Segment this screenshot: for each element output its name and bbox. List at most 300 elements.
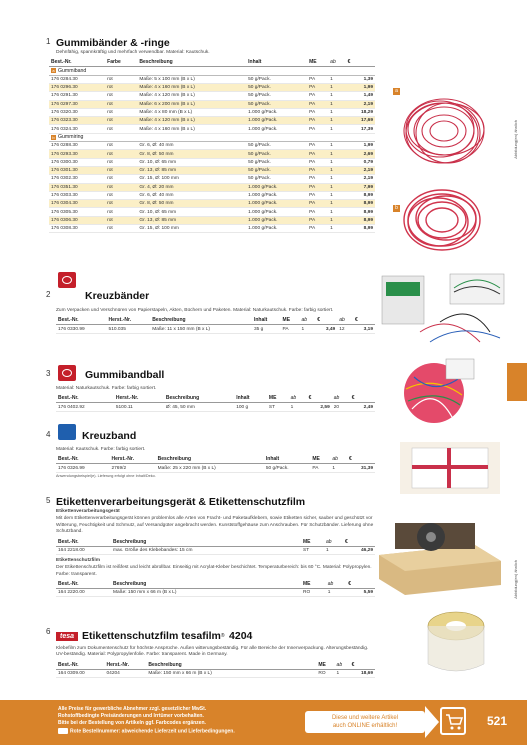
- image-badge-b: b: [393, 205, 400, 212]
- cell-ab: 1: [328, 150, 345, 158]
- cell-beschreibung: max. Größe des Klebebandes: 15 cm: [111, 546, 301, 554]
- cell-inhalt: 50 g/Pack.: [246, 92, 307, 100]
- table-row: [49, 158, 375, 166]
- cell-ab: 1: [328, 166, 345, 174]
- col-header: €: [350, 661, 375, 670]
- section-description: Der Etikettenschutzfilm ist reißfest und leicht abrollbar. Einseitig mit Acrylat-Kleber beschichtet. Temperaturbereich: bis 60 °C. Material: Polypropylen. Farbe: transparent.: [56, 565, 372, 577]
- col-header: ab: [289, 394, 307, 403]
- section-number: 2: [46, 290, 51, 299]
- cell-me: PA: [307, 117, 328, 125]
- cell-price: 3,19: [353, 325, 375, 333]
- section-etiketten: [46, 496, 375, 597]
- table-row: [56, 403, 375, 411]
- rubber-bands-image: [398, 85, 490, 177]
- table-row: [49, 183, 375, 191]
- cell-me: PA: [307, 142, 328, 150]
- cell-price: 8,99: [346, 225, 375, 233]
- col-header: Inhalt: [264, 455, 310, 464]
- table-row: [49, 108, 375, 116]
- product-table: [56, 455, 375, 472]
- cell-ab: 1: [328, 200, 345, 208]
- cell-price: 2,59: [307, 403, 332, 411]
- cell-best-nr: 176 0297.30: [49, 100, 105, 108]
- section-description: Material: Naturkautschuk. Farbe: farbig sortiert.: [56, 386, 157, 391]
- cell-best-nr: 176 0304.30: [49, 200, 105, 208]
- registered-mark: ®: [220, 633, 225, 639]
- cell-ab: 1: [328, 216, 345, 224]
- cell-farbe: rot: [105, 84, 137, 92]
- cell-me: PA: [307, 166, 328, 174]
- product-table: [56, 661, 375, 678]
- cell-farbe: rot: [105, 158, 137, 166]
- cell-me: PA: [307, 92, 328, 100]
- footer-line: Alle Preise für gewerbliche Abnehmer zzgl. gesetzlicher MwSt.: [58, 706, 207, 712]
- cell-herst-nr: 2769/2: [109, 464, 155, 472]
- cell-beschreibung: Maße: 6 x 200 mm (B x L): [137, 100, 246, 108]
- cell-inhalt: 50 g/Pack.: [246, 150, 307, 158]
- section-title: Etikettenschutzfilm tesafilm: [82, 630, 221, 642]
- footer-line: [58, 728, 235, 736]
- cell-best-nr: 164 2218.00: [56, 546, 111, 554]
- cell-me: PA: [307, 158, 328, 166]
- cell-beschreibung: Maße: 5 x 100 mm (B x L): [137, 75, 246, 83]
- cell-price: 2,69: [346, 150, 375, 158]
- cell-beschreibung: Gr. 15, Ø: 100 mm: [137, 225, 246, 233]
- footer-line: Bitte bei der Bestellung von Artikeln ggf. Farbcodes ergänzen.: [58, 720, 206, 727]
- cell-beschreibung: Maße: 150 mm x 66 m (B x L): [111, 589, 301, 597]
- col-header: Beschreibung: [137, 58, 246, 67]
- shopping-cart-icon[interactable]: [440, 707, 466, 735]
- section-title: Gummibandball: [85, 369, 165, 381]
- tesa-logo: tesa: [56, 632, 78, 641]
- cell-best-nr: 176 0402.92: [56, 403, 114, 411]
- kreuzbaender-image: [380, 272, 510, 350]
- cell-price: 1,39: [346, 75, 375, 83]
- cell-price: 2,19: [346, 166, 375, 174]
- table-row: [49, 225, 375, 233]
- cell-inhalt: 50 g/Pack.: [264, 464, 310, 472]
- col-header: ME: [301, 580, 326, 589]
- cell-inhalt: 1.000 g/Pack.: [246, 117, 307, 125]
- cell-ab: 1: [328, 92, 345, 100]
- cell-me: PA: [307, 100, 328, 108]
- etiketten-geraet-image: [375, 515, 505, 597]
- side-label: Abbildung(en) ähnlich: [513, 120, 518, 159]
- cell-ab: 1: [326, 589, 347, 597]
- cell-best-nr: 176 0303.30: [49, 191, 105, 199]
- cell-me: PA: [307, 200, 328, 208]
- table-row: [49, 142, 375, 150]
- cell-me: ST: [267, 403, 289, 411]
- cell-best-nr: 176 0301.30: [49, 166, 105, 174]
- cell-ab: 1: [328, 225, 345, 233]
- cell-inhalt: 1.000 g/Pack.: [246, 208, 307, 216]
- footer-line: Rohstoffbedingte Preisänderungen und Irrtümer vorbehalten.: [58, 713, 204, 720]
- section-description: Mit dem Etikettenverarbeitungsgerät können problemlos alle Arten von Fracht- und Paketaufklebern, sowie Etiketten sicher, sauber und geschützt vor Witterung, Feuchtigkeit und Schmutz, auf Versandgüter angebracht werden. Kunststoffgehäuse zum Anschrauben. Für Schutzbänder. Lieferung ohne Schutzband.: [56, 516, 374, 535]
- footer-line-text: Rote Bestellnummer: abweichende Lieferzeit und Lieferbedingungen.: [70, 727, 235, 734]
- table-row: [49, 75, 375, 83]
- cell-beschreibung: Gr. 4, Ø: 20 mm: [137, 183, 246, 191]
- cell-farbe: rot: [105, 150, 137, 158]
- cell-inhalt: 1.000 g/Pack.: [246, 216, 307, 224]
- col-header: ME: [301, 538, 324, 547]
- product-table: [49, 58, 375, 233]
- cell-beschreibung: Maße: 4 x 120 mm (B x L): [137, 117, 246, 125]
- col-header: Beschreibung: [111, 580, 301, 589]
- cell-beschreibung: Ø: 45, 50 mm: [164, 403, 234, 411]
- cell-ab: 1: [299, 325, 315, 333]
- section-title: Etikettenverarbeitungsgerät & Etikettenschutzfilm: [56, 496, 306, 508]
- cell-ab: 1: [328, 142, 345, 150]
- cell-me: PA: [307, 84, 328, 92]
- section-tesafilm: [46, 627, 375, 678]
- page-number: 521: [487, 714, 508, 728]
- cell-price: 17,39: [346, 125, 375, 133]
- cell-best-nr: 176 0306.30: [49, 216, 105, 224]
- col-header: Inhalt: [246, 58, 307, 67]
- table-row: [56, 589, 375, 597]
- subsection-title: Etikettenschutzfilm: [56, 557, 100, 563]
- online-banner-line: auch ONLINE erhältlich!: [332, 723, 398, 729]
- cell-best-nr: 176 0330.99: [56, 325, 107, 333]
- table-group-row: [49, 67, 375, 75]
- cell-price: 8,99: [346, 208, 375, 216]
- col-header: ab: [330, 455, 347, 464]
- cell-me: PA: [307, 191, 328, 199]
- cell-inhalt: 1.000 g/Pack.: [246, 183, 307, 191]
- cell-price: 17,69: [346, 117, 375, 125]
- cell-ab: 1: [330, 464, 347, 472]
- cell-farbe: rot: [105, 92, 137, 100]
- cell-ab: 1: [328, 108, 345, 116]
- section-number: 4: [46, 430, 51, 439]
- table-row: [49, 191, 375, 199]
- col-header: ab: [332, 394, 350, 403]
- group-badge: a: [52, 68, 55, 74]
- cell-inhalt: 50 g/Pack.: [246, 175, 307, 183]
- cell-beschreibung: Gr. 8, Ø: 50 mm: [137, 200, 246, 208]
- group-title: Gummiband: [58, 68, 87, 75]
- table-row: [49, 216, 375, 224]
- cell-beschreibung: Gr. 6, Ø: 40 mm: [137, 191, 246, 199]
- cell-me: RO: [316, 669, 334, 677]
- cell-me: PA: [281, 325, 300, 333]
- cell-best-nr: 176 0326.99: [56, 464, 109, 472]
- col-header: €: [346, 58, 375, 67]
- col-header: Beschreibung: [150, 316, 252, 325]
- tesafilm-image: [420, 608, 492, 678]
- footnote: Anwendungsbeispiel(e). Lieferung erfolgt ohne Inhalt/Deko.: [56, 473, 156, 478]
- cell-ab: 1: [328, 125, 345, 133]
- col-header: Beschreibung: [111, 538, 301, 547]
- truck-icon: [58, 728, 68, 734]
- col-header: Inhalt: [234, 394, 267, 403]
- cell-ab: 1: [328, 183, 345, 191]
- cell-me: PA: [307, 183, 328, 191]
- cell-ab: 1: [289, 403, 307, 411]
- cell-farbe: rot: [105, 225, 137, 233]
- cell-me: PA: [307, 75, 328, 83]
- cell-beschreibung: Maße: 4 x 80 mm (B x L): [137, 108, 246, 116]
- table-row: [56, 464, 375, 472]
- side-label: Abbildung(en) ähnlich: [513, 560, 518, 599]
- cell-inhalt: 50 g/Pack.: [246, 84, 307, 92]
- cell-beschreibung: Gr. 15, Ø: 100 mm: [137, 175, 246, 183]
- section-gummibandball: [46, 369, 375, 412]
- cell-ab: 1: [328, 100, 345, 108]
- cell-best-nr: 176 0284.30: [49, 75, 105, 83]
- arrow-right-icon: [425, 706, 439, 738]
- col-header: €: [343, 538, 375, 547]
- col-header: Herst.-Nr.: [109, 455, 155, 464]
- gummibandball-image: [398, 355, 478, 425]
- section-kreuzbaender: [46, 290, 375, 334]
- cell-inhalt: 1.000 g/Pack.: [246, 108, 307, 116]
- cell-beschreibung: Maße: 4 x 160 mm (B x L): [137, 125, 246, 133]
- col-header: Best.-Nr.: [49, 58, 105, 67]
- cell-best-nr: 176 0308.30: [49, 225, 105, 233]
- table-row: [49, 208, 375, 216]
- section-description: Dehnfähig, spannkräftig und mehrfach verwendbar. Material: Kautschuk.: [56, 50, 210, 55]
- section-kreuzband: [46, 430, 375, 478]
- table-row: [49, 150, 375, 158]
- cell-farbe: rot: [105, 216, 137, 224]
- group-label: [49, 133, 375, 141]
- group-title: Gummiring: [58, 134, 84, 141]
- cell-beschreibung: Gr. 10, Ø: 65 mm: [137, 158, 246, 166]
- cell-best-nr: 176 0300.30: [49, 158, 105, 166]
- cell-ab: 1: [328, 117, 345, 125]
- cell-herst-nr: 510.035: [107, 325, 151, 333]
- cell-price: 18,69: [350, 669, 375, 677]
- cell-best-nr: 164 0309.00: [56, 669, 104, 677]
- cell-beschreibung: Maße: 150 mm x 66 m (B x L): [146, 669, 316, 677]
- product-table: [56, 316, 375, 333]
- cell-me: PA: [307, 216, 328, 224]
- section-gummibaender: [46, 37, 375, 233]
- cell-beschreibung: Maße: 11 x 150 mm (B x L): [150, 325, 252, 333]
- cell-farbe: rot: [105, 125, 137, 133]
- cell-me: ST: [301, 546, 324, 554]
- cell-price: 1,99: [346, 84, 375, 92]
- cell-inhalt: 50 g/Pack.: [246, 158, 307, 166]
- cell-beschreibung: Gr. 6, Ø: 40 mm: [137, 142, 246, 150]
- footer-notes: [58, 706, 235, 735]
- cell-ab: 1: [328, 175, 345, 183]
- section-number: 5: [46, 496, 51, 505]
- cell-best-nr: 176 0324.30: [49, 125, 105, 133]
- product-table: [56, 580, 375, 597]
- col-header: Beschreibung: [164, 394, 234, 403]
- online-banner-line: Diese und weitere Artikel: [331, 715, 399, 721]
- cell-farbe: rot: [105, 117, 137, 125]
- cell-ab: 20: [332, 403, 350, 411]
- cell-beschreibung: Maße: 25 x 220 mm (B x L): [156, 464, 264, 472]
- col-header: ME: [267, 394, 289, 403]
- cell-farbe: rot: [105, 75, 137, 83]
- brand-logo: [58, 272, 76, 288]
- cell-herst-nr: 5100.11: [114, 403, 164, 411]
- cell-best-nr: 176 0293.30: [49, 150, 105, 158]
- cell-me: PA: [307, 175, 328, 183]
- cell-inhalt: 100 g: [234, 403, 267, 411]
- col-header: Herst.-Nr.: [107, 316, 151, 325]
- cell-ab: 1: [335, 669, 350, 677]
- col-header: Beschreibung: [156, 455, 264, 464]
- cell-inhalt: 1.000 g/Pack.: [246, 125, 307, 133]
- col-header: ME: [310, 455, 330, 464]
- table-row: [49, 175, 375, 183]
- section-description: Klebefilm zum Dokumentenschutz für höchste Ansprüche. Außen witterungsbeständig. Für alle Bereiche der Innenverpackung. Alterungsbeständig. UV-beständig. Material: Polypropylenfolie. Farbe: transparent. Made in Germany.: [56, 646, 369, 658]
- cell-price: 8,99: [346, 200, 375, 208]
- cell-inhalt: 35 g: [252, 325, 281, 333]
- col-header: €: [307, 394, 332, 403]
- table-row: [49, 200, 375, 208]
- group-label: [49, 67, 375, 75]
- table-row: [49, 166, 375, 174]
- cell-best-nr: 176 0320.30: [49, 108, 105, 116]
- section-title: Gummibänder & -ringe: [56, 37, 170, 49]
- col-header: €: [347, 455, 375, 464]
- cell-price: 8,99: [346, 191, 375, 199]
- cell-ab: 1: [324, 546, 343, 554]
- cell-beschreibung: Gr. 13, Ø: 85 mm: [137, 216, 246, 224]
- table-row: [56, 669, 375, 677]
- col-header: Best.-Nr.: [56, 394, 114, 403]
- col-header: Best.-Nr.: [56, 538, 111, 547]
- cell-farbe: rot: [105, 200, 137, 208]
- table-row: [49, 92, 375, 100]
- table-row: [49, 100, 375, 108]
- cell-best-nr: 176 0296.30: [49, 84, 105, 92]
- cell-price: 0,79: [346, 158, 375, 166]
- col-header: ab: [326, 580, 347, 589]
- table-row: [49, 125, 375, 133]
- cell-farbe: rot: [105, 191, 137, 199]
- col-header: Herst.-Nr.: [104, 661, 146, 670]
- cell-price: 46,29: [343, 546, 375, 554]
- cell-me: PA: [310, 464, 330, 472]
- cell-farbe: rot: [105, 175, 137, 183]
- cell-farbe: rot: [105, 166, 137, 174]
- cell-price: 3,49: [315, 325, 337, 333]
- product-table: [56, 394, 375, 411]
- image-badge-a: a: [393, 88, 400, 95]
- cell-beschreibung: Gr. 8, Ø: 50 mm: [137, 150, 246, 158]
- cell-best-nr: 176 0302.30: [49, 175, 105, 183]
- cell-price: 1,99: [346, 142, 375, 150]
- cell-inhalt: 50 g/Pack.: [246, 100, 307, 108]
- cell-beschreibung: Gr. 13, Ø: 85 mm: [137, 166, 246, 174]
- col-header: €: [315, 316, 337, 325]
- col-header: Best.-Nr.: [56, 661, 104, 670]
- section-number: 6: [46, 627, 51, 636]
- cell-ab: 12: [337, 325, 353, 333]
- col-header: ab: [324, 538, 343, 547]
- col-header: Best.-Nr.: [56, 455, 109, 464]
- kreuzband-image: [398, 440, 502, 496]
- col-header: Best.-Nr.: [56, 316, 107, 325]
- cell-me: PA: [307, 125, 328, 133]
- cell-price: 2,49: [350, 403, 375, 411]
- section-title: Kreuzbänder: [85, 290, 150, 302]
- table-row: [49, 117, 375, 125]
- cell-me: RO: [301, 589, 326, 597]
- cell-ab: 1: [328, 158, 345, 166]
- product-table: [56, 538, 375, 555]
- cell-price: 18,29: [346, 108, 375, 116]
- cell-inhalt: 50 g/Pack.: [246, 166, 307, 174]
- table-group-row: [49, 133, 375, 141]
- rubber-rings-image: [398, 180, 486, 260]
- cell-me: PA: [307, 108, 328, 116]
- cell-price: 31,39: [347, 464, 375, 472]
- cell-ab: 1: [328, 75, 345, 83]
- chapter-tab: [507, 363, 527, 401]
- cell-price: 7,99: [346, 183, 375, 191]
- model-number: 4204: [229, 630, 253, 642]
- col-header: ME: [281, 316, 300, 325]
- cell-me: PA: [307, 208, 328, 216]
- section-description: Zum Verpacken und Verschnüren von Papierstapeln, Akten, Büchern und Paketen. Material: Naturkautschuk. Farbe: farbig sortiert.: [56, 308, 334, 313]
- section-number: 3: [46, 369, 51, 378]
- cell-price: 5,59: [346, 589, 375, 597]
- cell-beschreibung: Maße: 4 x 160 mm (B x L): [137, 84, 246, 92]
- cell-best-nr: 176 0351.30: [49, 183, 105, 191]
- cell-farbe: rot: [105, 108, 137, 116]
- col-header: ab: [328, 58, 345, 67]
- cell-best-nr: 176 0291.30: [49, 92, 105, 100]
- col-header: ab: [299, 316, 315, 325]
- cell-price: 2,19: [346, 100, 375, 108]
- cell-beschreibung: Gr. 10, Ø: 65 mm: [137, 208, 246, 216]
- col-header: ME: [316, 661, 334, 670]
- col-header: €: [350, 394, 375, 403]
- section-description: Material: Kautschuk. Farbe: farbig sortiert.: [56, 447, 146, 452]
- cell-inhalt: 1.000 g/Pack.: [246, 225, 307, 233]
- cell-inhalt: 1.000 g/Pack.: [246, 191, 307, 199]
- cell-me: PA: [307, 150, 328, 158]
- table-row: [56, 325, 375, 333]
- group-badge: b: [52, 134, 55, 140]
- cell-price: 1,49: [346, 92, 375, 100]
- cell-farbe: rot: [105, 100, 137, 108]
- table-row: [56, 546, 375, 554]
- col-header: ME: [307, 58, 328, 67]
- cell-inhalt: 1.000 g/Pack.: [246, 200, 307, 208]
- cell-herst-nr: 04204: [104, 669, 146, 677]
- cell-best-nr: 176 0323.30: [49, 117, 105, 125]
- online-banner[interactable]: [305, 711, 425, 733]
- section-number: 1: [46, 37, 51, 46]
- cell-farbe: rot: [105, 208, 137, 216]
- cell-best-nr: 176 0305.30: [49, 208, 105, 216]
- cell-inhalt: 50 g/Pack.: [246, 142, 307, 150]
- col-header: ab: [337, 316, 353, 325]
- col-header: Best.-Nr.: [56, 580, 111, 589]
- cell-ab: 1: [328, 84, 345, 92]
- section-title: Kreuzband: [82, 430, 137, 442]
- cell-best-nr: 176 0288.30: [49, 142, 105, 150]
- subsection-title: Etikettenverarbeitungsgerät: [56, 509, 120, 514]
- col-header: Beschreibung: [146, 661, 316, 670]
- col-header: ab: [335, 661, 350, 670]
- cell-me: PA: [307, 225, 328, 233]
- cell-beschreibung: Maße: 4 x 120 mm (B x L): [137, 92, 246, 100]
- cell-ab: 1: [328, 208, 345, 216]
- col-header: Farbe: [105, 58, 137, 67]
- cell-farbe: rot: [105, 183, 137, 191]
